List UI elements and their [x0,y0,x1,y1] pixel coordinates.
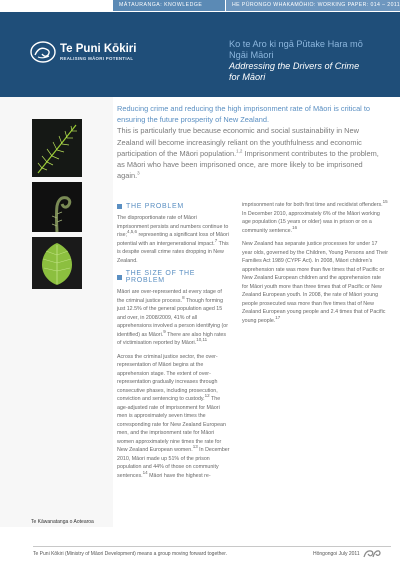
paragraph-text: Across the criminal justice sector, the over-representation of Māori begins at the apprehension stage. The extent of over-representation gradually increases through consecutive phases, including prosecution, conviction and sentencing to custody. [117,353,218,402]
footnote-ref: 3 [137,170,140,176]
footnote-ref: 12 [204,393,210,399]
heading-text: THE PROBLEM [126,203,184,210]
footnote-ref: 1,2 [236,148,243,154]
intro [117,103,385,181]
section-heading-size [117,270,230,284]
footnote-ref: 16 [292,224,298,230]
maori-title-line1: Ko te Aro ki ngā Pūtake Hara mō [229,39,363,49]
paragraph-text: In December 2010, approximately 6% of the Māori working age population (15 years or older) was in prison or on a community sentence. [242,210,380,234]
footnote-ref: 7 [214,237,218,243]
intro-lead: Reducing crime and reducing the high imprisonment rate of Māori is critical to ensuring the future prosperity of New Zealand. [117,104,371,125]
size-paragraph-1 [117,288,230,348]
youth-justice-paragraph [242,240,388,325]
paragraph-text: Māori have the highest re- [147,472,211,479]
paragraph-text: The age-adjusted rate of imprisonment for Māori men is approximately seven times the corresponding rate for New Zealand European men, and the imprisonment rate for Māori women approximately nine times the rate for New Zealand European women. [117,396,226,453]
paragraph-text: Though forming just 12.5% of the general population aged 15 and over, in 2008/2009, 41% of all apprehensions involved a person identifying (or identified) as Māori. [117,297,229,338]
english-title-line2: for Māori [229,72,266,82]
footnote-ref: 9 [163,328,166,334]
paragraph-text: representing a significant loss of Māori potential with an intergenerational impact. [117,232,229,247]
footnote-ref: 4,5,6 [127,229,138,235]
footer-meaning: Te Puni Kōkiri (Ministry of Māori Development) means a group moving forward together. [33,551,227,557]
english-title-line1: Addressing the Drivers of Crime [229,61,360,71]
paragraph-text: Māori are over-represented at every stage of the criminal justice process. [117,289,222,304]
top-bar [0,0,400,11]
paragraph-text: There are also high rates of victimisation reported by Māori. [117,331,227,346]
column-left [117,203,230,485]
header-banner [0,12,400,97]
size-paragraph-2 [117,353,230,481]
problem-paragraph [117,214,230,265]
heading-square-icon [117,204,122,209]
koru-logo-icon [30,41,56,63]
recidivism-paragraph [242,201,388,235]
paragraph-text: In December 2010, Māori made up 51% of the prison population and 44% of those on community sentences. [117,447,230,479]
paragraph-text: The disproportionate rate of Māori imprisonment persists and numbers continue to rise; [117,215,229,238]
section-heading-problem [117,203,230,210]
footnote-ref: 10,11 [196,337,208,343]
paragraph-text: imprisonment rate for both first time and recidivist offenders. [242,202,383,208]
intro-text-b: Imprisonment contributes to the problem, as Māori who have been imprisoned once, are more likely to be imprisoned again. [117,148,379,181]
working-paper-label: HE PŪRONGO WHAKAMŌHIO: WORKING PAPER: 014 – 2011 [226,0,400,11]
footer-divider [33,546,391,547]
footnote-ref: 13 [192,444,198,450]
footnote-ref: 17 [275,314,281,320]
leaf-image [32,237,82,289]
org-tagline: REALISING MĀORI POTENTIAL [60,56,134,61]
fern-leaf-image [32,119,82,177]
matauranga-label: MĀTAURANGA: KNOWLEDGE [113,0,225,11]
heading-square-icon [117,275,122,280]
nz-government-label: Te Kāwanatanga o Aotearoa [31,519,94,525]
intro-text-a: This is particularly true because economic and social sustainability in New Zealand will become increasingly reliant on the youthfulness and economic participation of the Māori population. [117,126,362,158]
footnote-ref: 15 [382,199,388,205]
koru-footer-icon [362,548,382,559]
footer [0,540,400,566]
paragraph-text: This is despite overall crime rates dropping in New Zealand. [117,240,229,264]
org-name: Te Puni Kōkiri [60,43,137,55]
footnote-ref: 8 [182,294,185,300]
maori-title-line2: Ngāi Māori [229,50,274,60]
intro-body [117,125,385,181]
koru-fern-image [32,182,82,232]
footer-date: Hōngongoi July 2011 [313,551,360,557]
heading-text: THE SIZE OF THE PROBLEM [125,270,196,284]
paragraph-text: New Zealand has separate justice processes for under 17 year olds, governed by the Children, Young Persons and Their Families Act 1989 (CYPF Act). In 2008, Māori children's apprehension rate was more than five times that of Pacific or New Zealand European children and the apprehension rate for Māori youth more than three times that of Pacific or New Zealand European youth. In 2008, the rate of Māori young people prosecuted was more than five times that of New Zealand European young people and 2.4 times that of Pacific young people. [242,241,388,324]
column-right [242,201,388,330]
paper-title [229,39,394,83]
footnote-ref: 14 [142,469,148,475]
